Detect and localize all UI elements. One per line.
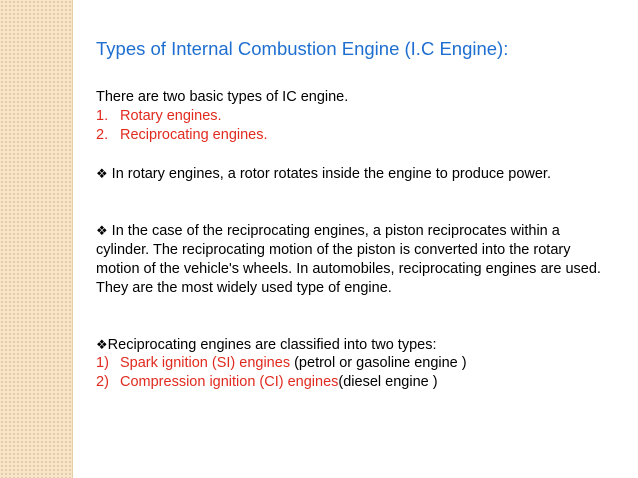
slide-title: Types of Internal Combustion Engine (I.C Engine): <box>96 38 509 59</box>
list-note: (diesel engine ) <box>338 374 438 390</box>
classified-types-list <box>96 354 467 392</box>
list-label: Rotary engines. <box>120 108 222 124</box>
list-item <box>96 354 467 373</box>
diamond-bullet-icon: ❖ <box>96 337 108 352</box>
classified-text: Reciprocating engines are classified into two types: <box>107 337 437 353</box>
reciprocating-text: In the case of the reciprocating engines, a piston reciprocates within a cylinder. The reciprocating motion of the piston is converted into the rotary motion of the vehicle's wheels. In automobiles, reciprocating engines are used. They are the most widely used type of engine. <box>96 223 601 296</box>
list-note: (petrol or gasoline engine ) <box>290 355 467 371</box>
list-number: 2. <box>96 127 109 143</box>
list-number: 1. <box>96 108 109 124</box>
list-label: Reciprocating engines. <box>120 127 268 143</box>
rotary-paragraph <box>96 164 616 184</box>
diamond-bullet-icon: ❖ <box>96 223 108 238</box>
list-item <box>96 107 268 126</box>
decorative-side-strip <box>0 0 73 478</box>
list-number: 2) <box>96 374 109 390</box>
list-item <box>96 126 268 145</box>
reciprocating-paragraph <box>96 221 616 298</box>
basic-types-list <box>96 107 268 145</box>
list-item <box>96 373 467 392</box>
list-number: 1) <box>96 355 109 371</box>
rotary-text: In rotary engines, a rotor rotates inside the engine to produce power. <box>107 166 551 182</box>
classified-intro <box>96 335 616 355</box>
intro-text: There are two basic types of IC engine. <box>96 89 349 105</box>
diamond-bullet-icon: ❖ <box>96 166 108 181</box>
list-label: Compression ignition (CI) engines <box>120 374 339 390</box>
list-label: Spark ignition (SI) engines <box>120 355 291 371</box>
